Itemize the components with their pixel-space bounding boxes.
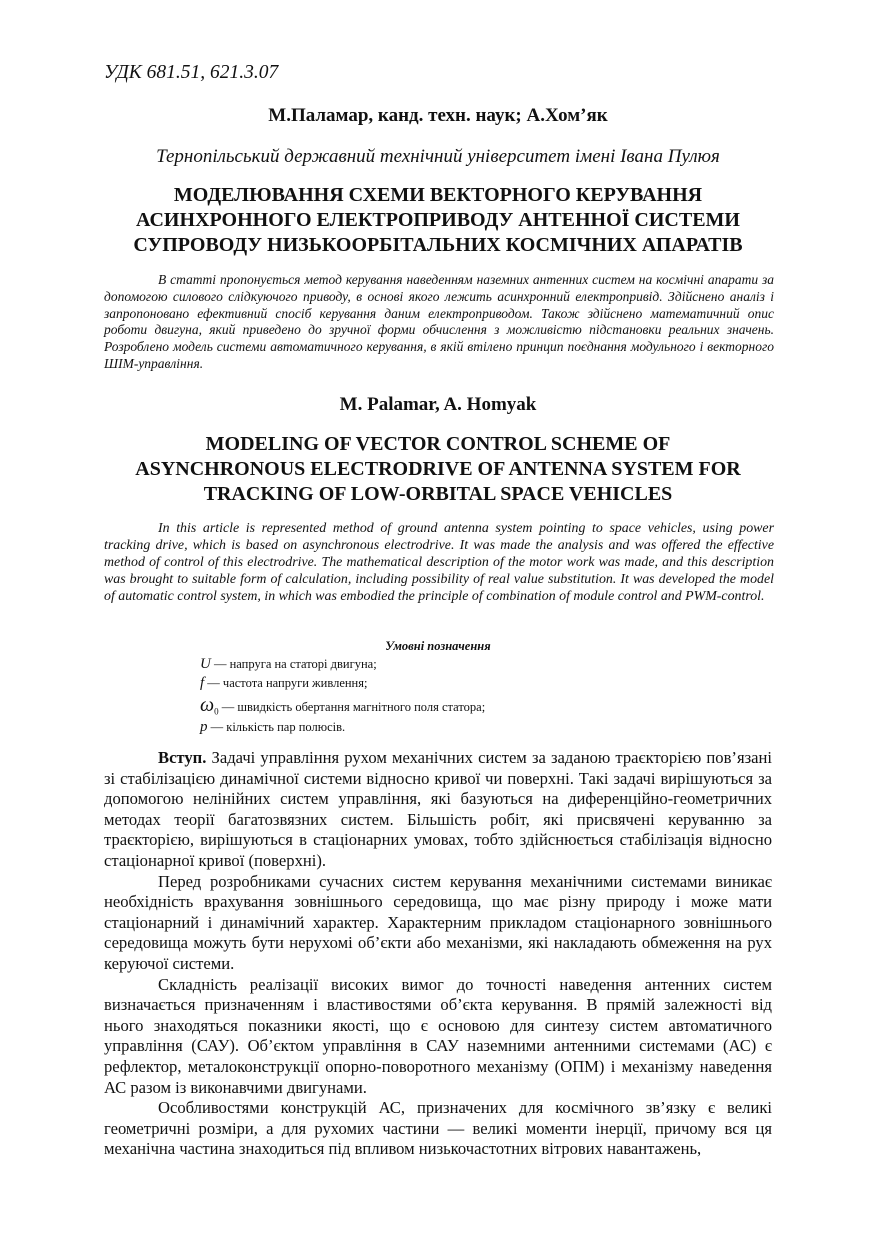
paragraph-intro: [104, 748, 772, 872]
paragraph-text: Задачі управління рухом механічних систем за заданою траєкторією пов’язані зі стабілізацією динамічної системи відносно кривої чи поверхні. Такі задачі вирішуються за допомогою нелінійних систем управління, які базуються на диференційно-геометричних методах теорії багатозвязних систем. Більшість робіт, які присвячені керуванню за траєкторією, вирішуються в стаціонарних умовах, тобто здійснюється стабілізація відносно стаціонарної кривої (поверхні).: [104, 748, 772, 870]
paragraph: Перед розробниками сучасних систем керування механічними системами виникає необхідність врахування зовнішнього середовища, що має різну природу і може мати стаціонарний і динамічний характер. Характерним прикладом стаціонарного зовнішнього середовища можуть бути нерухомі об’єкти або механізми, які накладають обмеження на рух керуючої системи.: [104, 871, 772, 973]
notation-definition: — кількість пар полюсів.: [207, 720, 346, 734]
abstract-english: In this article is represented method of ground antenna system pointing to space vehicles, using power tracking drive, which is based on asynchronous electrodrive. It was made the analysis and was offered the effective method of control of this electrodrive. The mathematical description of the motor work was made, and this description was brought to suitable form of calculation, including possibility of real value substitution. It was developed the model of automatic control system, in which was embodied the principle of combination of module control and PWM-control.: [104, 521, 774, 604]
udk-code: УДК 681.51, 621.3.07: [104, 62, 279, 83]
title-ua-line: СУПРОВОДУ НИЗЬКООРБІТАЛЬНИХ КОСМІЧНИХ АПАРАТІВ: [133, 234, 743, 256]
intro-label: Вступ.: [158, 748, 207, 767]
notation-symbol: U: [200, 656, 211, 672]
notation-item: [200, 655, 485, 674]
title-ua-line: МОДЕЛЮВАННЯ СХЕМИ ВЕКТОРНОГО КЕРУВАННЯ: [173, 184, 703, 206]
authors-english: M. Palamar, A. Homyak: [339, 394, 537, 415]
notation-definition: — частота напруги живлення;: [204, 676, 368, 690]
notation-symbol: ω: [200, 694, 215, 716]
notation-subscript: 0: [214, 706, 219, 717]
authors-ukrainian: М.Паламар, канд. техн. наук; А.Хом’як: [268, 105, 608, 126]
title-en-line: TRACKING OF LOW-ORBITAL SPACE VEHICLES: [203, 483, 673, 505]
title-english: [90, 432, 786, 507]
paragraph: Особливостями конструкцій АС, призначених для космічного зв’язку є великі геометричні розміри, а для рухомих частини — великі моменти інерції, причому вся ця механічна частина знаходиться під впливом низькочастотних вітрових навантажень,: [104, 1098, 772, 1159]
notation-item: [200, 674, 485, 693]
title-ukrainian: [90, 183, 786, 258]
body-text: [104, 748, 772, 1160]
notation-symbol: p: [200, 719, 208, 735]
notation-symbol: f: [200, 675, 205, 691]
notation-definition: — швидкість обертання магнітного поля статора;: [218, 700, 486, 714]
notation-list: [200, 655, 485, 737]
affiliation: Тернопільський державний технічний університет імені Івана Пулюя: [156, 146, 720, 167]
paragraph: Складність реалізації високих вимог до точності наведення антенних систем визначається призначенням і властивостями об’єкта керування. В прямій залежності від нього знаходяться показники якості, що є основою для синтезу систем автоматичного управління (САУ). Об’єктом управління в САУ наземними антенними системами (АС) є рефлектор, металоконструкції опорно-поворотного механізму (ОПМ) і механізму наведення АС разом із виконавчими двигунами.: [104, 974, 772, 1097]
abstract-ukrainian: В статті пропонується метод керування наведенням наземних антенних систем на космічні апарати за допомогою силового слідкуючого приводу, в основі якого лежить асинхронний електропривід. Здійснено аналіз і запропоновано ефективний спосіб керування даним електроприводом. Також здійснено математичний опис роботи двигуна, який приведено до зручної форми обчислення з можливістю підстановки реальних значень. Розроблено модель системи автоматичного керування, в якій втілено принцип поєднання модульного і векторного ШІМ-управління.: [104, 272, 774, 371]
title-ua-line: АСИНХРОННОГО ЕЛЕКТРОПРИВОДУ АНТЕННОЇ СИСТЕМИ: [136, 209, 740, 231]
notation-item: [200, 693, 485, 718]
title-en-line: MODELING OF VECTOR CONTROL SCHEME OF: [205, 433, 671, 455]
title-en-line: ASYNCHRONOUS ELECTRODRIVE OF ANTENNA SYSTEM FOR: [135, 458, 741, 480]
notation-heading: Умовні позначення: [385, 639, 491, 653]
notation-item: [200, 718, 485, 737]
notation-definition: — напруга на статорі двигуна;: [210, 657, 377, 671]
